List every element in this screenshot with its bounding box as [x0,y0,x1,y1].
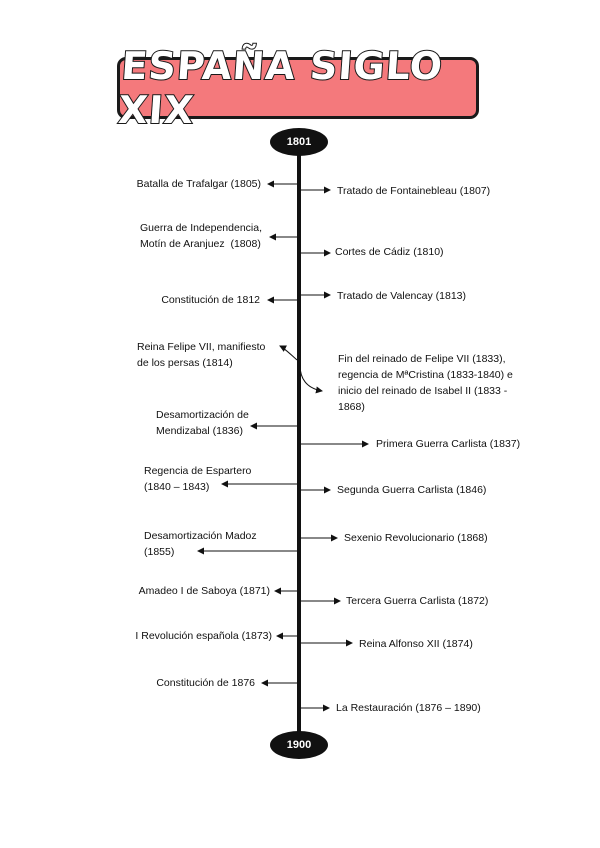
event-label-left-2: Guerra de Independencia, Motín de Aranjuez (1808) [140,222,263,250]
event-label-right-9: Reina Alfonso XII (1874) [359,638,473,650]
end-year-marker: 1900 [270,731,328,759]
page-title: ESPAÑA SIGLO XIX [116,44,445,132]
event-label-left-4: Reina Felipe VII, manifiesto de los persas (1814) [137,341,266,369]
event-label-right-4: Fin del reinado de Felipe VII (1833), regencia de MªCristina (1833-1840) e inicio del reinado de Isabel II (1833 - 1868) [338,353,513,413]
event-label-left-3: Constitución de 1812 [161,294,260,306]
event-label-left-6: Regencia de Espartero (1840 – 1843) [144,465,252,493]
event-label-right-10: La Restauración (1876 – 1890) [336,702,481,714]
event-label-right-6: Segunda Guerra Carlista (1846) [337,484,487,496]
event-label-right-1: Tratado de Fontainebleau (1807) [337,185,491,197]
event-label-left-8: Amadeo I de Saboya (1871) [138,585,270,597]
event-label-right-2: Cortes de Cádiz (1810) [335,246,444,258]
event-label-right-5: Primera Guerra Carlista (1837) [376,438,521,450]
event-label-left-1: Batalla de Trafalgar (1805) [136,178,261,190]
event-label-right-8: Tercera Guerra Carlista (1872) [346,595,489,607]
event-label-right-3: Tratado de Valencay (1813) [337,290,466,302]
event-label-left-9: I Revolución española (1873) [135,630,272,642]
connector-curve [280,346,297,360]
connector-curve-right [300,365,322,391]
event-label-right-7: Sexenio Revolucionario (1868) [344,532,488,544]
event-label-left-7: Desamortización Madoz (1855) [144,530,257,558]
event-label-left-10: Constitución de 1876 [156,677,255,689]
start-year-marker: 1801 [270,128,328,156]
event-label-left-5: Desamortización de Mendizabal (1836) [156,409,249,437]
